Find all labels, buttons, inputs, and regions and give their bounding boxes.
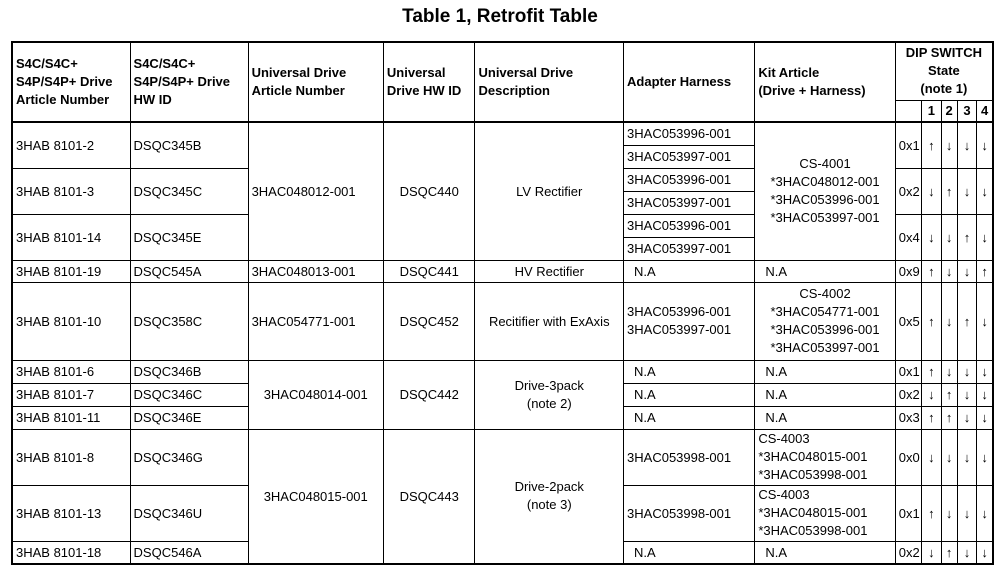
cell-ud-article: 3HAC048015-001 [248,429,383,564]
cell-switch-2: ↑ [941,406,957,429]
cell-article: 3HAB 8101-3 [12,168,130,214]
cell-switch-3: ↓ [957,485,976,541]
cell-switch-4: ↓ [977,282,993,360]
cell-switch-2: ↓ [941,360,957,383]
header-ud-article: Universal Drive Article Number [248,42,383,122]
header-switch-1: 1 [922,100,941,122]
cell-switch-2: ↑ [941,383,957,406]
cell-switch-1: ↓ [922,429,941,485]
cell-switch-3: ↓ [957,122,976,168]
cell-adapter: 3HAC053996-001 [624,214,755,237]
cell-switch-4: ↓ [977,214,993,260]
cell-dip-code: 0x3 [895,406,921,429]
cell-switch-2: ↓ [941,429,957,485]
cell-switch-2: ↓ [941,214,957,260]
cell-ud-article: 3HAC054771-001 [248,282,383,360]
cell-kit: N.A [755,406,895,429]
cell-adapter: N.A [624,406,755,429]
cell-switch-2: ↓ [941,485,957,541]
cell-adapter: 3HAC053996-001 [624,122,755,145]
cell-switch-4: ↓ [977,429,993,485]
cell-adapter: 3HAC053998-001 [624,485,755,541]
table-row [12,260,993,282]
cell-article: 3HAB 8101-13 [12,485,130,541]
cell-kit: N.A [755,260,895,282]
cell-switch-1: ↓ [922,214,941,260]
cell-switch-4: ↓ [977,485,993,541]
cell-dip-code: 0x0 [895,429,921,485]
cell-hw-id: DSQC345B [130,122,248,168]
cell-article: 3HAB 8101-8 [12,429,130,485]
cell-dip-code: 0x2 [895,383,921,406]
cell-switch-4: ↓ [977,406,993,429]
cell-adapter: 3HAC053996-001 3HAC053997-001 [624,282,755,360]
header-s4c-article: S4C/S4C+ S4P/S4P+ Drive Article Number [12,42,130,122]
header-ud-description: Universal Drive Description [475,42,624,122]
cell-switch-1: ↑ [922,260,941,282]
cell-ud-hw-id: DSQC440 [383,122,475,260]
cell-adapter: 3HAC053997-001 [624,191,755,214]
cell-adapter: 3HAC053996-001 [624,168,755,191]
cell-switch-2: ↓ [941,122,957,168]
cell-switch-2: ↓ [941,260,957,282]
cell-switch-3: ↓ [957,360,976,383]
cell-ud-description: Recitifier with ExAxis [475,282,624,360]
cell-ud-hw-id: DSQC441 [383,260,475,282]
cell-adapter: 3HAC053997-001 [624,237,755,260]
cell-ud-hw-id: DSQC443 [383,429,475,564]
cell-switch-1: ↑ [922,485,941,541]
cell-hw-id: DSQC346E [130,406,248,429]
header-dip-switch: DIP SWITCH State (note 1) [895,42,993,100]
cell-switch-4: ↑ [977,260,993,282]
cell-switch-4: ↓ [977,122,993,168]
cell-switch-1: ↑ [922,122,941,168]
cell-article: 3HAB 8101-6 [12,360,130,383]
cell-switch-4: ↓ [977,541,993,564]
header-ud-hw-id: Universal Drive HW ID [383,42,475,122]
cell-article: 3HAB 8101-11 [12,406,130,429]
cell-ud-description: Drive-3pack (note 2) [475,360,624,429]
header-adapter-harness: Adapter Harness [624,42,755,122]
cell-ud-article: 3HAC048014-001 [248,360,383,429]
cell-hw-id: DSQC346B [130,360,248,383]
table-title: Table 1, Retrofit Table [402,6,598,27]
cell-article: 3HAB 8101-14 [12,214,130,260]
header-dip-blank [895,100,921,122]
cell-hw-id: DSQC346G [130,429,248,485]
cell-adapter: N.A [624,360,755,383]
cell-ud-hw-id: DSQC452 [383,282,475,360]
cell-switch-3: ↓ [957,383,976,406]
cell-switch-3: ↓ [957,541,976,564]
cell-hw-id: DSQC358C [130,282,248,360]
cell-switch-3: ↑ [957,282,976,360]
cell-ud-description: HV Rectifier [475,260,624,282]
cell-kit: N.A [755,541,895,564]
cell-dip-code: 0x1 [895,360,921,383]
cell-hw-id: DSQC346C [130,383,248,406]
cell-switch-3: ↑ [957,214,976,260]
cell-ud-description: LV Rectifier [475,122,624,260]
cell-kit: CS-4002 *3HAC054771-001 *3HAC053996-001 *3HAC053997-001 [755,282,895,360]
cell-kit: CS-4003 *3HAC048015-001 *3HAC053998-001 [755,485,895,541]
cell-ud-hw-id: DSQC442 [383,360,475,429]
cell-switch-3: ↓ [957,260,976,282]
cell-article: 3HAB 8101-2 [12,122,130,168]
retrofit-table [11,41,994,565]
cell-hw-id: DSQC545A [130,260,248,282]
cell-adapter: 3HAC053998-001 [624,429,755,485]
cell-article: 3HAB 8101-10 [12,282,130,360]
cell-dip-code: 0x4 [895,214,921,260]
cell-switch-1: ↓ [922,168,941,214]
header-switch-4: 4 [977,100,993,122]
cell-hw-id: DSQC345C [130,168,248,214]
cell-adapter: 3HAC053997-001 [624,145,755,168]
cell-dip-code: 0x1 [895,122,921,168]
cell-switch-3: ↓ [957,429,976,485]
table-row [12,360,993,383]
cell-switch-2: ↑ [941,541,957,564]
header-switch-3: 3 [957,100,976,122]
header-switch-2: 2 [941,100,957,122]
cell-dip-code: 0x5 [895,282,921,360]
cell-ud-description: Drive-2pack (note 3) [475,429,624,564]
cell-switch-2: ↑ [941,168,957,214]
cell-switch-4: ↓ [977,168,993,214]
cell-hw-id: DSQC546A [130,541,248,564]
cell-kit: CS-4003 *3HAC048015-001 *3HAC053998-001 [755,429,895,485]
cell-article: 3HAB 8101-7 [12,383,130,406]
cell-dip-code: 0x9 [895,260,921,282]
cell-switch-1: ↑ [922,282,941,360]
cell-ud-article: 3HAC048013-001 [248,260,383,282]
cell-kit: N.A [755,360,895,383]
cell-article: 3HAB 8101-19 [12,260,130,282]
cell-switch-3: ↓ [957,406,976,429]
cell-adapter: N.A [624,383,755,406]
cell-ud-article: 3HAC048012-001 [248,122,383,260]
cell-dip-code: 0x2 [895,541,921,564]
cell-adapter: N.A [624,541,755,564]
cell-dip-code: 0x1 [895,485,921,541]
cell-switch-1: ↑ [922,406,941,429]
cell-hw-id: DSQC346U [130,485,248,541]
cell-switch-1: ↓ [922,541,941,564]
table-row [12,122,993,145]
cell-switch-1: ↑ [922,360,941,383]
cell-kit: CS-4001 *3HAC048012-001 *3HAC053996-001 *3HAC053997-001 [755,122,895,260]
cell-adapter: N.A [624,260,755,282]
table-row [12,282,993,360]
cell-article: 3HAB 8101-18 [12,541,130,564]
cell-switch-4: ↓ [977,360,993,383]
table-row [12,429,993,485]
cell-switch-1: ↓ [922,383,941,406]
cell-switch-4: ↓ [977,383,993,406]
cell-kit: N.A [755,383,895,406]
header-kit-article: Kit Article (Drive + Harness) [755,42,895,122]
cell-dip-code: 0x2 [895,168,921,214]
cell-hw-id: DSQC345E [130,214,248,260]
header-s4c-hw-id: S4C/S4C+ S4P/S4P+ Drive HW ID [130,42,248,122]
cell-switch-2: ↓ [941,282,957,360]
cell-switch-3: ↓ [957,168,976,214]
